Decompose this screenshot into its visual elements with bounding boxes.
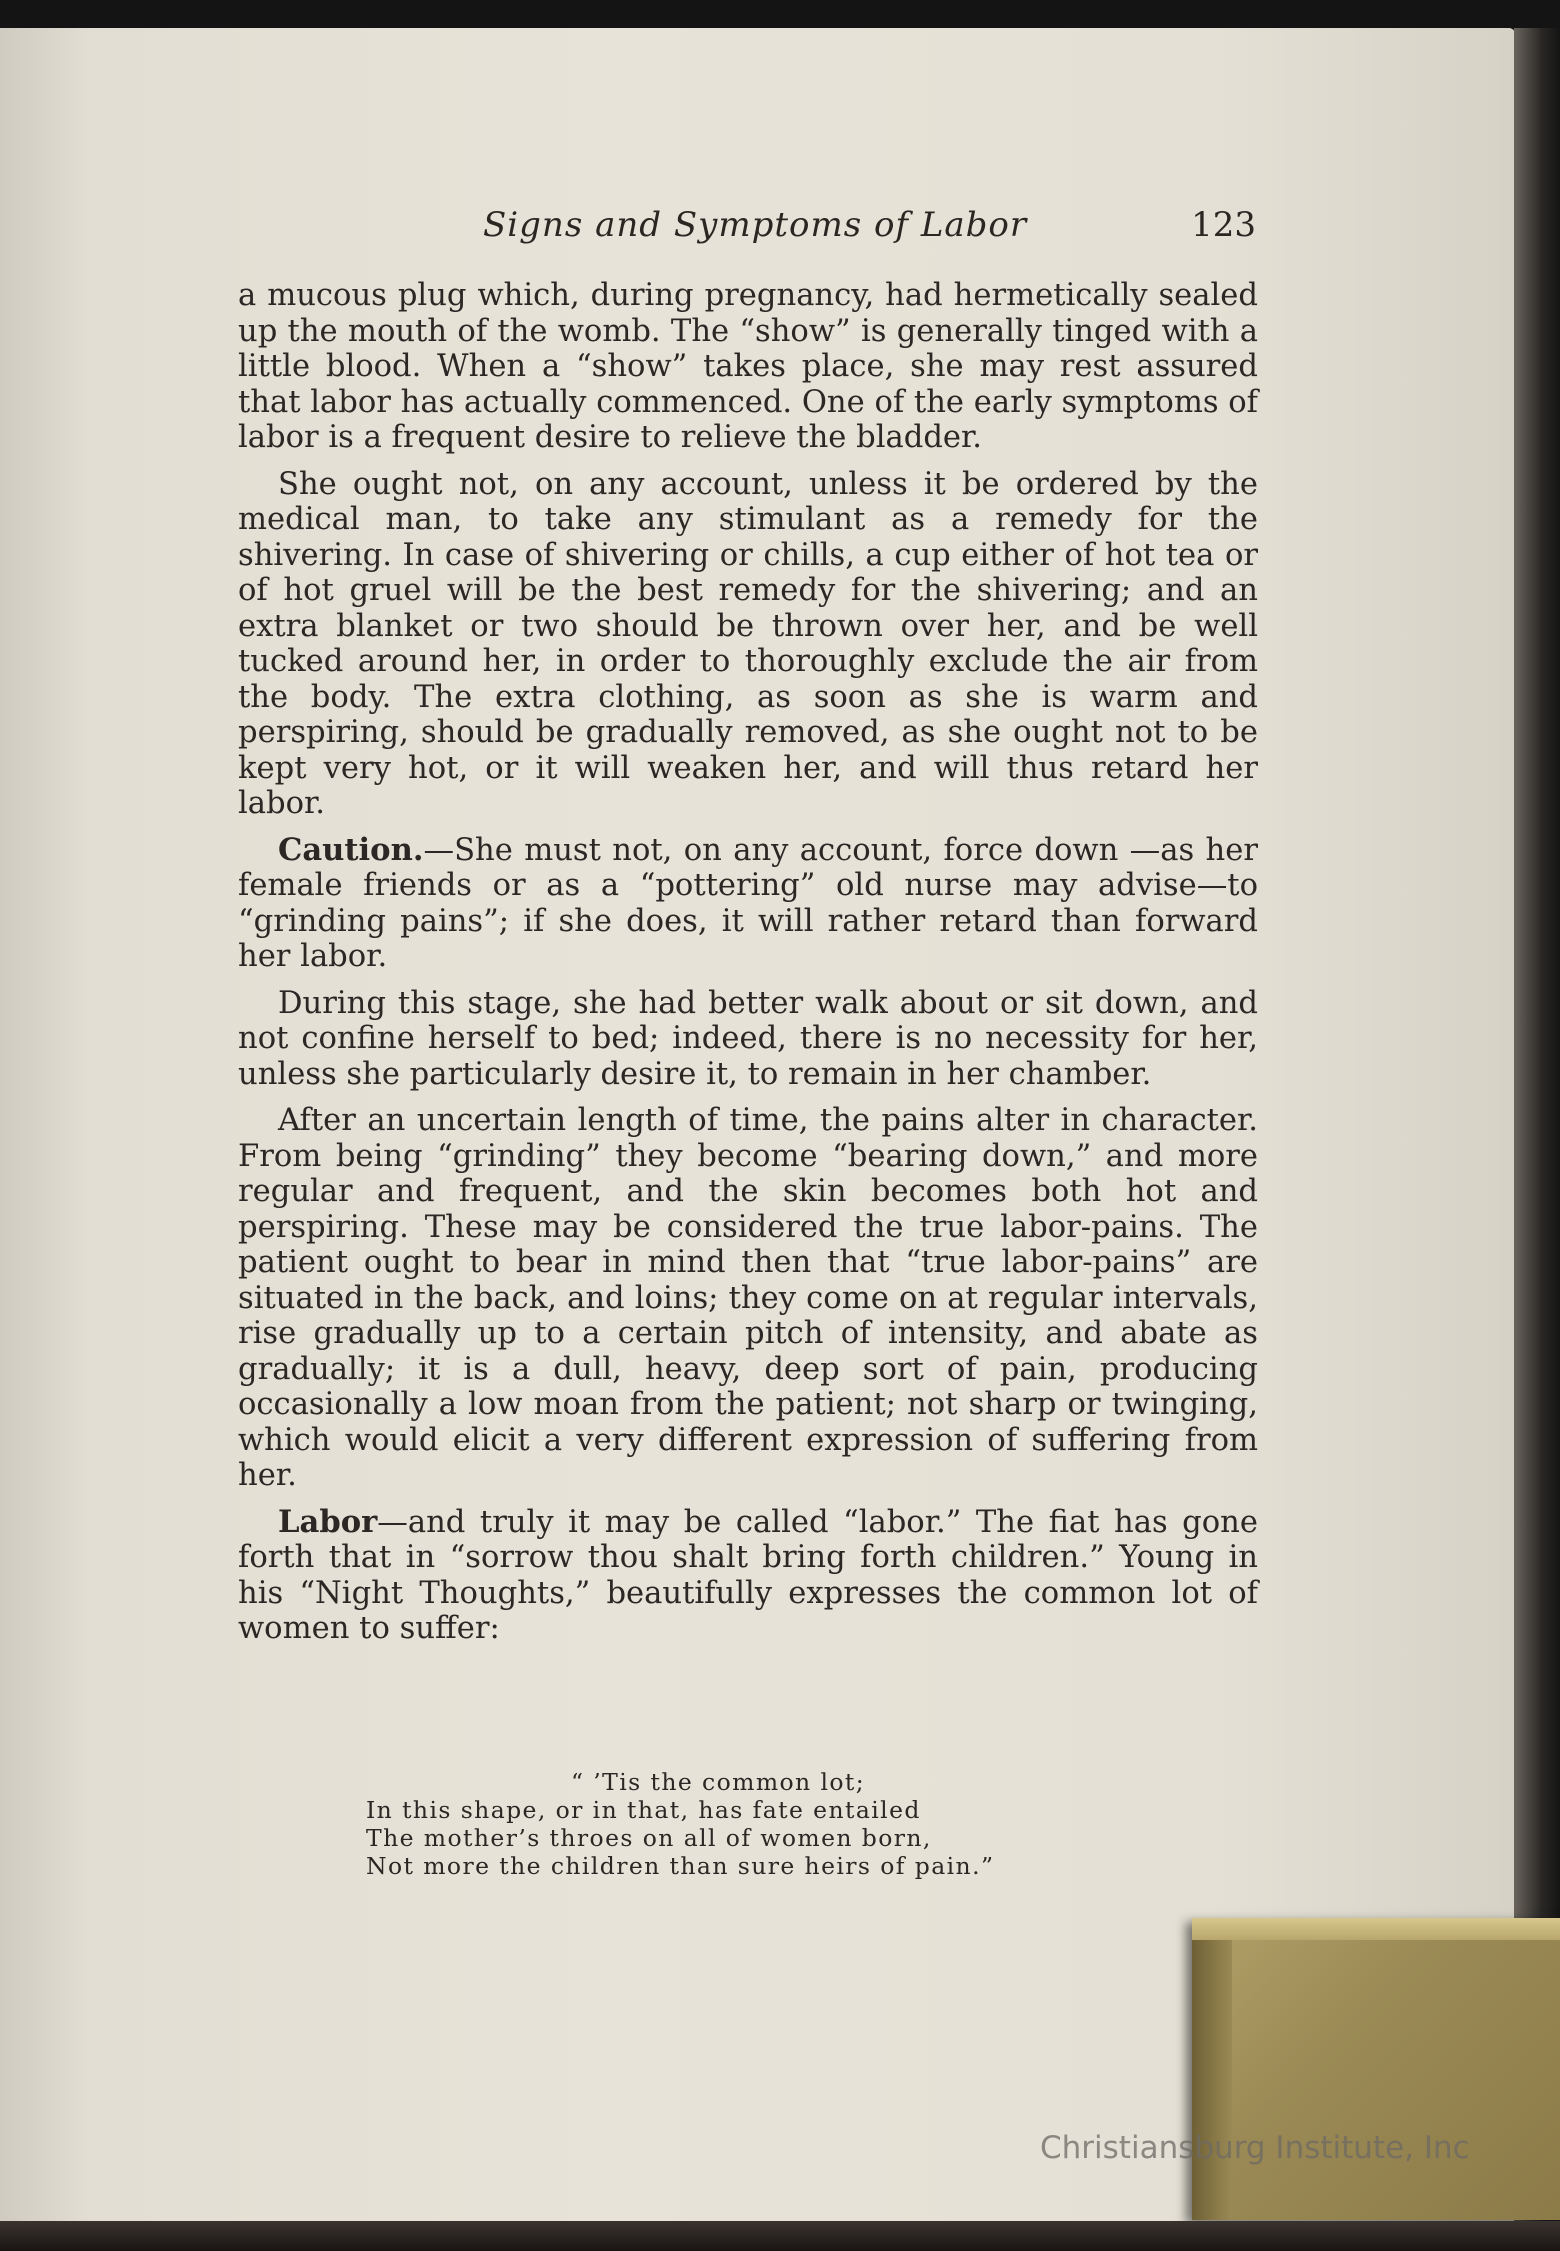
book-top-edge [1192, 1918, 1560, 1940]
poem-line: Not more the children than sure heirs of pain.” [366, 1852, 995, 1880]
poem-line: “ ’Tis the common lot; [571, 1768, 866, 1796]
page-bottom-edge [0, 2221, 1560, 2251]
paragraph-labor [238, 1505, 1258, 1647]
paragraph-labor-pains [238, 1103, 1258, 1494]
paragraph-continuation [238, 278, 1258, 456]
book-weight-object [1192, 1918, 1560, 2220]
labor-lead: Labor [278, 1503, 378, 1540]
paragraph-text: a mucous plug which, during pregnancy, had hermetically sealed up the mouth of the womb. The “show” is generally tinged with a little blood. When a “show” takes place, she may rest assured that labor has actually commenced. One of the early symptoms of labor is a frequent desire to relieve the bladder. [238, 278, 1258, 455]
page-edge-shadow [1514, 28, 1560, 2223]
paragraph-text: During this stage, she had better walk about or sit down, and not confine herself to bed; indeed, there is no necessity for her, unless she particularly desire it, to remain in her chamber. [238, 985, 1258, 1092]
paragraph-stage [238, 986, 1258, 1093]
page-header [238, 205, 1258, 255]
paragraph-text: After an uncertain length of time, the pains alter in character. From being “grinding” they become “bearing down,” and more regular and frequent, and the skin becomes both hot and perspiring. These may be considered the true labor-pains. The patient ought to bear in mind then that “true labor-pains” are situated in the back, and loins; they come on at regular intervals, rise gradually up to a certain pitch of intensity, and abate as gradually; it is a dull, heavy, deep sort of pain, producing occasionally a low moan from the patient; not sharp or twinging, which would elicit a very different expression of suffering from her. [238, 1103, 1258, 1493]
caution-lead: Caution. [278, 831, 424, 868]
paragraph-text: —and truly it may be called “labor.” The fiat has gone forth that in “sorrow thou shalt bring forth children.” Young in his “Night Thoughts,” beautifully expresses the common lot of women to suffer: [238, 1504, 1258, 1646]
running-title: Signs and Symptoms of Labor [483, 205, 1028, 245]
body-text [238, 278, 1258, 1658]
watermark: Christiansburg Institute, Inc [1040, 2130, 1470, 2166]
book-spine [1192, 1940, 1232, 2220]
paragraph-caution [238, 833, 1258, 975]
paragraph-text: —She must not, on any account, force down —as her female friends or as a “pottering” old nurse may advise—to “grinding pains”; if she does, it will rather retard than forward her labor. [238, 832, 1258, 974]
poem-line: The mother’s throes on all of women born, [366, 1824, 932, 1852]
poem-quotation [366, 1768, 1146, 1880]
page-number: 123 [1191, 205, 1256, 245]
poem-line: In this shape, or in that, has fate entailed [366, 1796, 921, 1824]
paragraph-text: She ought not, on any account, unless it be ordered by the medical man, to take any stimulant as a remedy for the shivering. In case of shivering or chills, a cup either of hot tea or of hot gruel will be the best remedy for the shivering; and an extra blanket or two should be thrown over her, and be well tucked around her, in order to thoroughly exclude the air from the body. The extra clothing, as soon as she is warm and perspiring, should be gradually removed, as she ought not to be kept very hot, or it will weaken her, and will thus retard her labor. [238, 466, 1258, 821]
paragraph-stimulant [238, 467, 1258, 822]
